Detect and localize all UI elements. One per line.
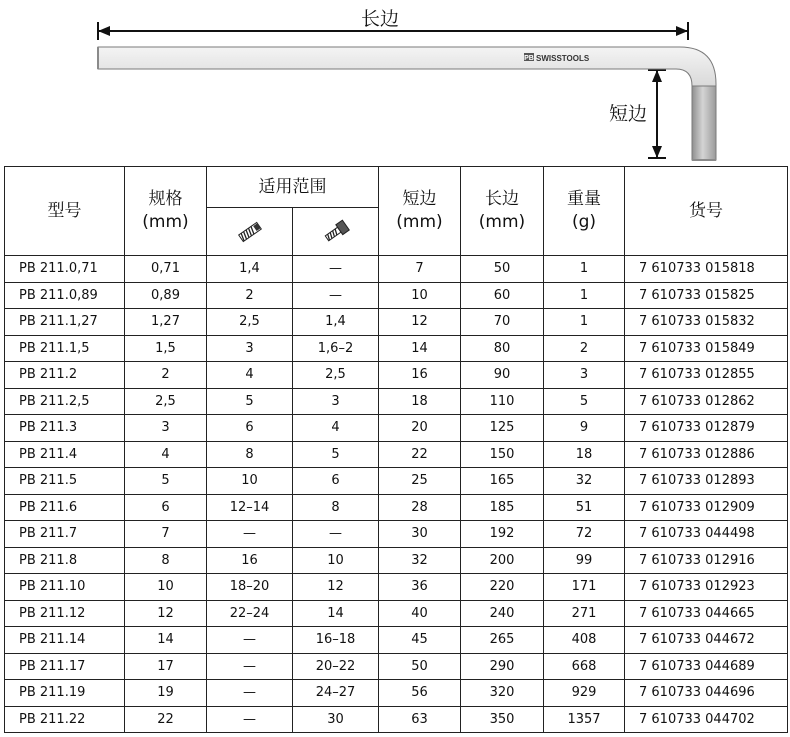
- header-code-label: 货号: [689, 200, 723, 221]
- cell-size: 8: [125, 547, 207, 574]
- cell-range-capscrew: 10: [293, 547, 379, 574]
- cell-long-side: 165: [461, 468, 544, 495]
- table-row: [5, 282, 788, 309]
- header-weight-title: 重量: [567, 189, 601, 209]
- cell-weight: 1: [544, 256, 625, 283]
- cell-range-capscrew: 1,6–2: [293, 335, 379, 362]
- table-row: [5, 600, 788, 627]
- cell-range-setscrew: 18–20: [207, 574, 293, 601]
- cell-short-side: 16: [379, 362, 461, 389]
- cell-short-side: 50: [379, 653, 461, 680]
- cell-model: PB 211.14: [5, 627, 125, 654]
- cell-model: PB 211.3: [5, 415, 125, 442]
- cell-model: PB 211.17: [5, 653, 125, 680]
- svg-text:PB: PB: [524, 55, 534, 62]
- header-range-setscrew: [207, 208, 293, 256]
- cell-model: PB 211.8: [5, 547, 125, 574]
- cell-size: 2: [125, 362, 207, 389]
- hex-key-diagram: [0, 0, 790, 166]
- cell-size: 10: [125, 574, 207, 601]
- cell-long-side: 90: [461, 362, 544, 389]
- cell-range-setscrew: 1,4: [207, 256, 293, 283]
- table-row: [5, 521, 788, 548]
- cell-long-side: 265: [461, 627, 544, 654]
- cell-range-setscrew: 2,5: [207, 309, 293, 336]
- header-code: [625, 167, 788, 256]
- cell-size: 19: [125, 680, 207, 707]
- cell-range-setscrew: —: [207, 627, 293, 654]
- cell-long-side: 200: [461, 547, 544, 574]
- cell-short-side: 56: [379, 680, 461, 707]
- cell-long-side: 50: [461, 256, 544, 283]
- cell-short-side: 7: [379, 256, 461, 283]
- cell-range-setscrew: —: [207, 706, 293, 733]
- cell-weight: 668: [544, 653, 625, 680]
- header-size: [125, 167, 207, 256]
- table-row: [5, 256, 788, 283]
- cell-short-side: 25: [379, 468, 461, 495]
- cell-range-capscrew: 6: [293, 468, 379, 495]
- table-row: [5, 415, 788, 442]
- cell-long-side: 125: [461, 415, 544, 442]
- table-row: [5, 706, 788, 733]
- cell-range-setscrew: 4: [207, 362, 293, 389]
- header-range-capscrew: [293, 208, 379, 256]
- cell-weight: 408: [544, 627, 625, 654]
- short-side-label: 短边: [609, 103, 648, 125]
- header-range-title: 适用范围: [258, 176, 327, 197]
- header-short-title: 短边: [402, 189, 437, 209]
- table-row: [5, 388, 788, 415]
- cell-item-code: 7 610733 044498: [625, 521, 788, 548]
- header-model-label: 型号: [47, 200, 82, 221]
- cell-item-code: 7 610733 044665: [625, 600, 788, 627]
- cell-range-setscrew: —: [207, 680, 293, 707]
- cell-size: 6: [125, 494, 207, 521]
- cell-range-capscrew: 2,5: [293, 362, 379, 389]
- spec-table: [4, 166, 788, 733]
- cell-item-code: 7 610733 015818: [625, 256, 788, 283]
- cell-model: PB 211.22: [5, 706, 125, 733]
- cell-model: PB 211.0,71: [5, 256, 125, 283]
- cell-item-code: 7 610733 012886: [625, 441, 788, 468]
- cell-item-code: 7 610733 012862: [625, 388, 788, 415]
- cell-short-side: 28: [379, 494, 461, 521]
- table-row: [5, 335, 788, 362]
- cell-range-setscrew: 12–14: [207, 494, 293, 521]
- cell-long-side: 220: [461, 574, 544, 601]
- header-short-unit: (mm): [396, 212, 443, 232]
- cell-short-side: 30: [379, 521, 461, 548]
- cell-size: 3: [125, 415, 207, 442]
- table-row: [5, 309, 788, 336]
- cell-item-code: 7 610733 044672: [625, 627, 788, 654]
- header-long-unit: (mm): [478, 212, 526, 232]
- cell-size: 14: [125, 627, 207, 654]
- cell-size: 1,27: [125, 309, 207, 336]
- cell-range-capscrew: 24–27: [293, 680, 379, 707]
- table-row: [5, 653, 788, 680]
- cell-item-code: 7 610733 012855: [625, 362, 788, 389]
- cell-range-setscrew: 16: [207, 547, 293, 574]
- cell-short-side: 22: [379, 441, 461, 468]
- cell-size: 7: [125, 521, 207, 548]
- long-side-label: 长边: [361, 8, 400, 30]
- header-weight-unit: (g): [571, 212, 597, 232]
- header-size-title: 规格: [148, 189, 183, 209]
- cell-weight: 5: [544, 388, 625, 415]
- cell-range-capscrew: 8: [293, 494, 379, 521]
- cell-weight: 18: [544, 441, 625, 468]
- cap-screw-icon: [293, 219, 378, 245]
- cell-size: 5: [125, 468, 207, 495]
- cell-weight: 2: [544, 335, 625, 362]
- cell-range-capscrew: 16–18: [293, 627, 379, 654]
- cell-range-setscrew: 6: [207, 415, 293, 442]
- cell-size: 0,71: [125, 256, 207, 283]
- cell-weight: 32: [544, 468, 625, 495]
- cell-long-side: 350: [461, 706, 544, 733]
- cell-range-setscrew: 10: [207, 468, 293, 495]
- table-row: [5, 468, 788, 495]
- cell-size: 12: [125, 600, 207, 627]
- cell-weight: 72: [544, 521, 625, 548]
- cell-weight: 929: [544, 680, 625, 707]
- header-short: [379, 167, 461, 256]
- cell-long-side: 70: [461, 309, 544, 336]
- cell-weight: 99: [544, 547, 625, 574]
- cell-weight: 51: [544, 494, 625, 521]
- cell-range-setscrew: —: [207, 521, 293, 548]
- cell-weight: 1: [544, 309, 625, 336]
- cell-range-capscrew: 5: [293, 441, 379, 468]
- table-body: [5, 256, 788, 733]
- header-weight: [544, 167, 625, 256]
- cell-range-capscrew: —: [293, 282, 379, 309]
- cell-model: PB 211.1,27: [5, 309, 125, 336]
- svg-text:SWISSTOOLS: SWISSTOOLS: [536, 54, 590, 63]
- cell-weight: 271: [544, 600, 625, 627]
- cell-range-capscrew: —: [293, 256, 379, 283]
- cell-model: PB 211.12: [5, 600, 125, 627]
- cell-model: PB 211.4: [5, 441, 125, 468]
- cell-range-setscrew: 3: [207, 335, 293, 362]
- cell-range-capscrew: 4: [293, 415, 379, 442]
- cell-size: 17: [125, 653, 207, 680]
- cell-model: PB 211.5: [5, 468, 125, 495]
- cell-short-side: 63: [379, 706, 461, 733]
- cell-model: PB 211.7: [5, 521, 125, 548]
- table-row: [5, 574, 788, 601]
- cell-item-code: 7 610733 012909: [625, 494, 788, 521]
- cell-size: 2,5: [125, 388, 207, 415]
- cell-range-setscrew: 5: [207, 388, 293, 415]
- cell-long-side: 110: [461, 388, 544, 415]
- header-long-title: 长边: [485, 189, 519, 209]
- cell-item-code: 7 610733 015849: [625, 335, 788, 362]
- table-row: [5, 362, 788, 389]
- header-long: [461, 167, 544, 256]
- cell-item-code: 7 610733 044696: [625, 680, 788, 707]
- cell-range-setscrew: 8: [207, 441, 293, 468]
- cell-short-side: 14: [379, 335, 461, 362]
- cell-item-code: 7 610733 012923: [625, 574, 788, 601]
- cell-long-side: 60: [461, 282, 544, 309]
- cell-short-side: 20: [379, 415, 461, 442]
- table-row: [5, 494, 788, 521]
- cell-range-setscrew: 22–24: [207, 600, 293, 627]
- cell-item-code: 7 610733 012879: [625, 415, 788, 442]
- cell-short-side: 36: [379, 574, 461, 601]
- cell-size: 1,5: [125, 335, 207, 362]
- cell-model: PB 211.0,89: [5, 282, 125, 309]
- cell-short-side: 32: [379, 547, 461, 574]
- short-dimension-arrow: [648, 70, 666, 158]
- table-row: [5, 547, 788, 574]
- cell-long-side: 240: [461, 600, 544, 627]
- cell-short-side: 10: [379, 282, 461, 309]
- header-size-unit: (mm): [142, 212, 189, 232]
- cell-weight: 1: [544, 282, 625, 309]
- cell-model: PB 211.2: [5, 362, 125, 389]
- cell-range-capscrew: 30: [293, 706, 379, 733]
- cell-item-code: 7 610733 015832: [625, 309, 788, 336]
- cell-range-setscrew: —: [207, 653, 293, 680]
- cell-size: 4: [125, 441, 207, 468]
- cell-model: PB 211.2,5: [5, 388, 125, 415]
- cell-size: 22: [125, 706, 207, 733]
- cell-item-code: 7 610733 012893: [625, 468, 788, 495]
- cell-model: PB 211.6: [5, 494, 125, 521]
- table-row: [5, 441, 788, 468]
- cell-range-capscrew: 14: [293, 600, 379, 627]
- cell-long-side: 320: [461, 680, 544, 707]
- table-row: [5, 627, 788, 654]
- cell-short-side: 18: [379, 388, 461, 415]
- cell-weight: 1357: [544, 706, 625, 733]
- header-range: [207, 167, 379, 208]
- cell-long-side: 80: [461, 335, 544, 362]
- cell-model: PB 211.1,5: [5, 335, 125, 362]
- header-model: [5, 167, 125, 256]
- cell-short-side: 45: [379, 627, 461, 654]
- cell-short-side: 12: [379, 309, 461, 336]
- cell-weight: 171: [544, 574, 625, 601]
- table-row: [5, 680, 788, 707]
- cell-range-capscrew: —: [293, 521, 379, 548]
- cell-item-code: 7 610733 044702: [625, 706, 788, 733]
- table-header: [5, 167, 788, 256]
- socket-set-screw-icon: [207, 219, 292, 245]
- cell-long-side: 192: [461, 521, 544, 548]
- cell-model: PB 211.19: [5, 680, 125, 707]
- cell-item-code: 7 610733 015825: [625, 282, 788, 309]
- cell-short-side: 40: [379, 600, 461, 627]
- cell-range-capscrew: 1,4: [293, 309, 379, 336]
- cell-item-code: 7 610733 044689: [625, 653, 788, 680]
- cell-range-capscrew: 12: [293, 574, 379, 601]
- cell-weight: 9: [544, 415, 625, 442]
- cell-long-side: 150: [461, 441, 544, 468]
- cell-model: PB 211.10: [5, 574, 125, 601]
- cell-range-capscrew: 3: [293, 388, 379, 415]
- cell-range-capscrew: 20–22: [293, 653, 379, 680]
- cell-long-side: 290: [461, 653, 544, 680]
- cell-weight: 3: [544, 362, 625, 389]
- cell-range-setscrew: 2: [207, 282, 293, 309]
- cell-long-side: 185: [461, 494, 544, 521]
- cell-size: 0,89: [125, 282, 207, 309]
- cell-item-code: 7 610733 012916: [625, 547, 788, 574]
